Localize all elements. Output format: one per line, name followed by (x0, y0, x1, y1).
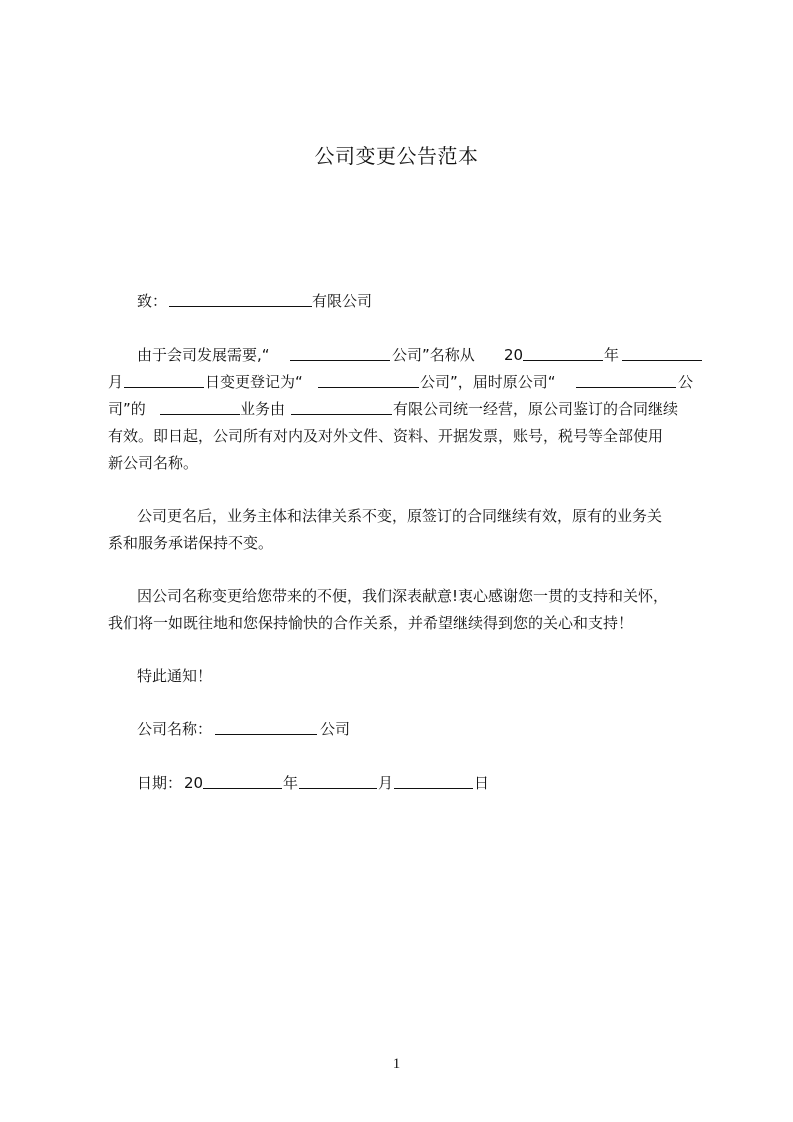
paragraph-1-text: 公 (678, 373, 694, 391)
paragraph-1-text: 公司”，届时原公司“ (420, 373, 556, 391)
page-title: 公司变更公告范本 (314, 144, 479, 168)
paragraph-1-text: 司”的 (108, 400, 146, 418)
date-day-label: 日 (474, 774, 490, 792)
date-year-label: 年 (283, 774, 299, 792)
paragraph-1-text: 有限公司统一经营，原公司鉴订的合同继续 (393, 400, 679, 418)
paragraph-1-text: 20 (504, 346, 524, 364)
paragraph-1-text: 年 (604, 346, 620, 364)
blank-field (523, 344, 603, 361)
date-month-blank (299, 772, 377, 789)
blank-field (160, 398, 240, 415)
blank-field (318, 371, 419, 388)
paragraph-3-text: 因公司名称变更给您带来的不便，我们深表献意!衷心感谢您一贯的支持和关怀， (137, 587, 669, 605)
recipient-suffix: 有限公司 (312, 292, 373, 310)
company-name-blank (215, 718, 317, 735)
date-label: 日期： (137, 774, 183, 792)
company-name-suffix: 公司 (320, 720, 351, 738)
date-year-blank (203, 772, 282, 789)
page-number: 1 (392, 1056, 401, 1072)
date-day-blank (394, 772, 473, 789)
blank-field (576, 371, 676, 388)
paragraph-1-text: 月 (108, 373, 124, 391)
paragraph-2-text: 公司更名后，业务主体和法律关系不变，原签订的合同继续有效，原有的业务关 (137, 507, 663, 525)
recipient-prefix: 致： (137, 292, 168, 310)
paragraph-1-text: 新公司名称。 (108, 454, 199, 472)
blank-field (291, 398, 392, 415)
paragraph-1-text: 公司”名称从 (392, 346, 475, 364)
blank-field (290, 344, 390, 361)
paragraph-3-text: 我们将一如既往地和您保持愉快的合作关系，并希望继续得到您的关心和支持！ (108, 614, 634, 632)
company-name-label: 公司名称： (137, 720, 213, 738)
date-month-label: 月 (378, 774, 394, 792)
paragraph-1-text: 有效。即日起，公司所有对内及对外文件、资料、开据发票，账号，税号等全部使用 (108, 427, 664, 445)
date-year-prefix: 20 (184, 774, 204, 792)
recipient-blank (169, 290, 312, 307)
blank-field (124, 371, 204, 388)
notice-text: 特此通知！ (137, 667, 213, 685)
paragraph-1-text: 业务由 (240, 400, 286, 418)
paragraph-1-text: 由于会司发展需要,“ (137, 346, 270, 364)
paragraph-1-text: 日变更登记为“ (205, 373, 303, 391)
paragraph-2-text: 系和服务承诺保持不变。 (108, 534, 274, 552)
blank-field (622, 344, 702, 361)
